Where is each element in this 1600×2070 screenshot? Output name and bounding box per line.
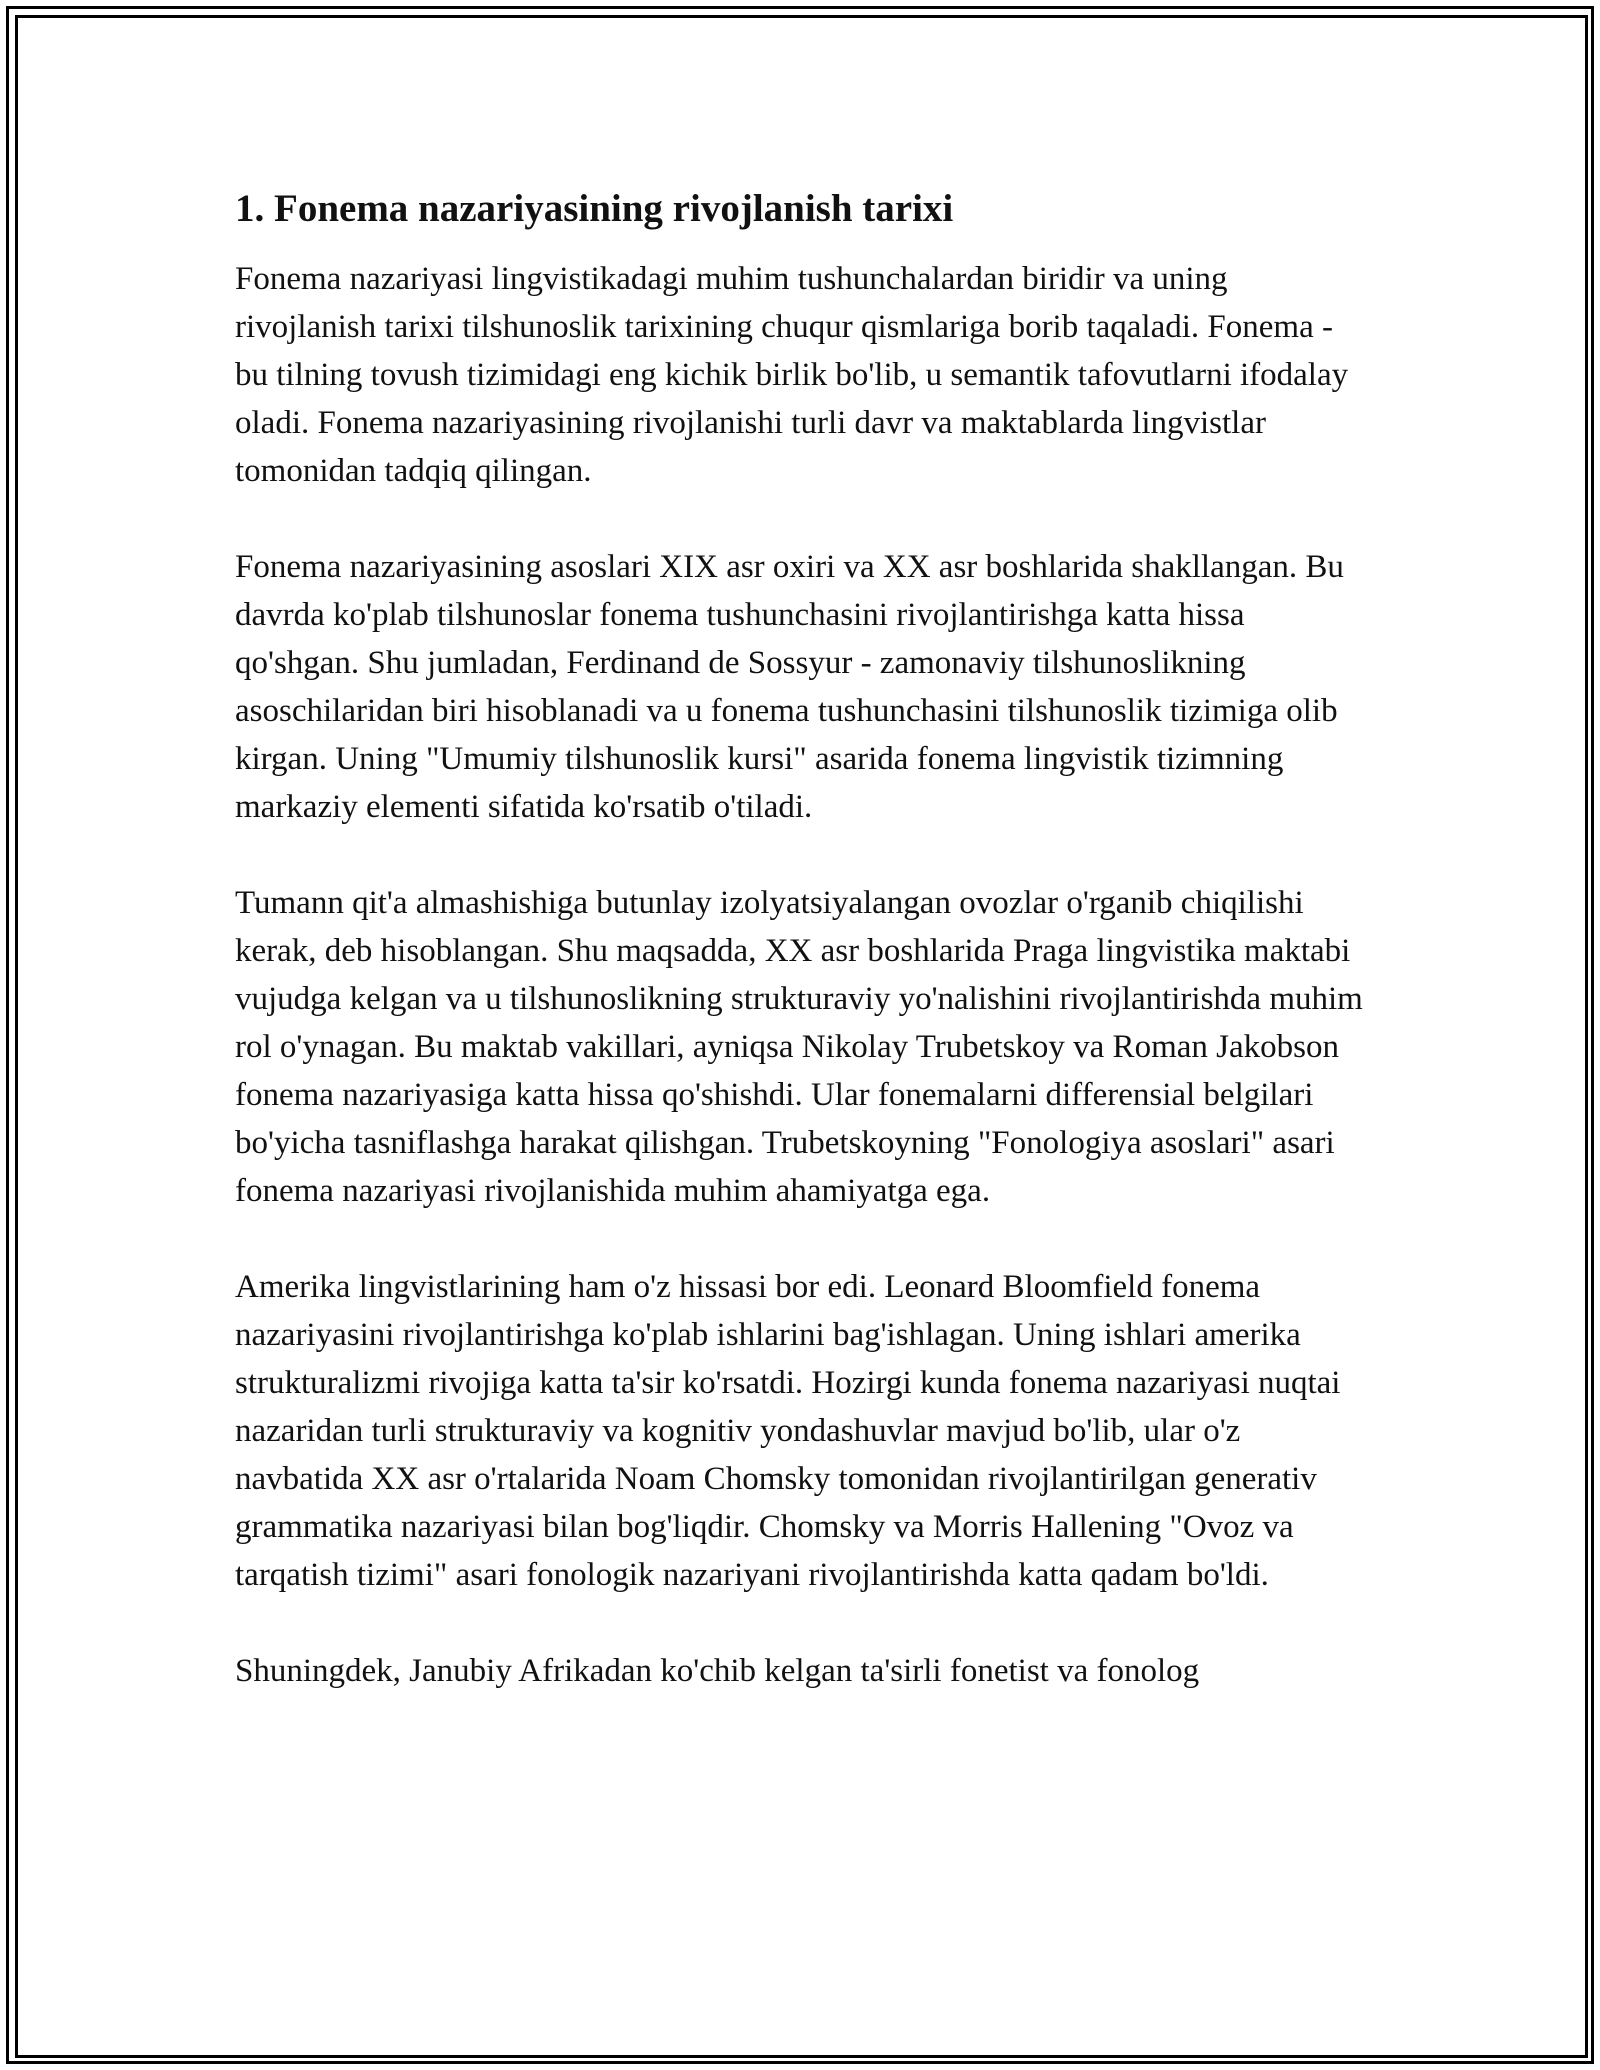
- paragraph-1: Fonema nazariyasi lingvistikadagi muhim tushunchalardan biridir va uning rivojlanish tarixi tilshunoslik tarixining chuqur qismlariga borib taqaladi. Fonema - bu tilning tovush tizimidagi eng kichik birlik bo'lib, u semantik tafovutlarni ifodalay oladi. Fonema nazariyasining rivojlanishi turli davr va maktablarda lingvistlar tomonidan tadqiq qilingan.: [235, 261, 1349, 489]
- paragraph-4: Amerika lingvistlarining ham o'z hissasi bor edi. Leonard Bloomfield fonema nazariyasini rivojlantirishga ko'plab ishlarini bag'ishlagan. Uning ishlari amerika strukturalizmi rivojiga katta ta'sir ko'rsatdi. Hozirgi kunda fonema nazariyasi nuqtai nazaridan turli strukturaviy va kognitiv yondashuvlar mavjud bo'lib, ular o'z navbatida XX asr o'rtalarida Noam Chomsky tomonidan rivojlantirilgan generativ grammatika nazariyasi bilan bog'liqdir. Chomsky va Morris Hallening "Ovoz va tarqatish tizimi" asari fonologik nazariyani rivojlantirishda katta qadam bo'ldi.: [235, 1269, 1341, 1593]
- paragraph-3: Tumann qit'a almashishiga butunlay izolyatsiyalangan ovozlar o'rganib chiqilishi kerak, deb hisoblangan. Shu maqsadda, XX asr boshlarida Praga lingvistika maktabi vujudga kelgan va u tilshunoslikning strukturaviy yo'nalishini rivojlantirishda muhim rol o'ynagan. Bu maktab vakillari, ayniqsa Nikolay Trubetskoy va Roman Jakobson fonema nazariyasiga katta hissa qo'shishdi. Ular fonemalarni differensial belgilari bo'yicha tasniflashga harakat qilishgan. Trubetskoyning "Fonologiya asoslari" asari fonema nazariyasi rivojlanishida muhim ahamiyatga ega.: [235, 885, 1363, 1209]
- section-heading: 1. Fonema nazariyasining rivojlanish tarixi: [235, 187, 954, 230]
- document-body: [235, 185, 1365, 1743]
- paragraph-5: Shuningdek, Janubiy Afrikadan ko'chib kelgan ta'sirli fonetist va fonolog: [235, 1653, 1200, 1689]
- paragraph-2: Fonema nazariyasining asoslari XIX asr oxiri va XX asr boshlarida shakllangan. Bu davrda ko'plab tilshunoslar fonema tushunchasini rivojlantirishga katta hissa qo'shgan. Shu jumladan, Ferdinand de Sossyur - zamonaviy tilshunoslikning asoschilaridan biri hisoblanadi va u fonema tushunchasini tilshunoslik tizimiga olib kirgan. Uning "Umumiy tilshunoslik kursi" asarida fonema lingvistik tizimning markaziy elementi sifatida ko'rsatib o'tiladi.: [235, 549, 1344, 825]
